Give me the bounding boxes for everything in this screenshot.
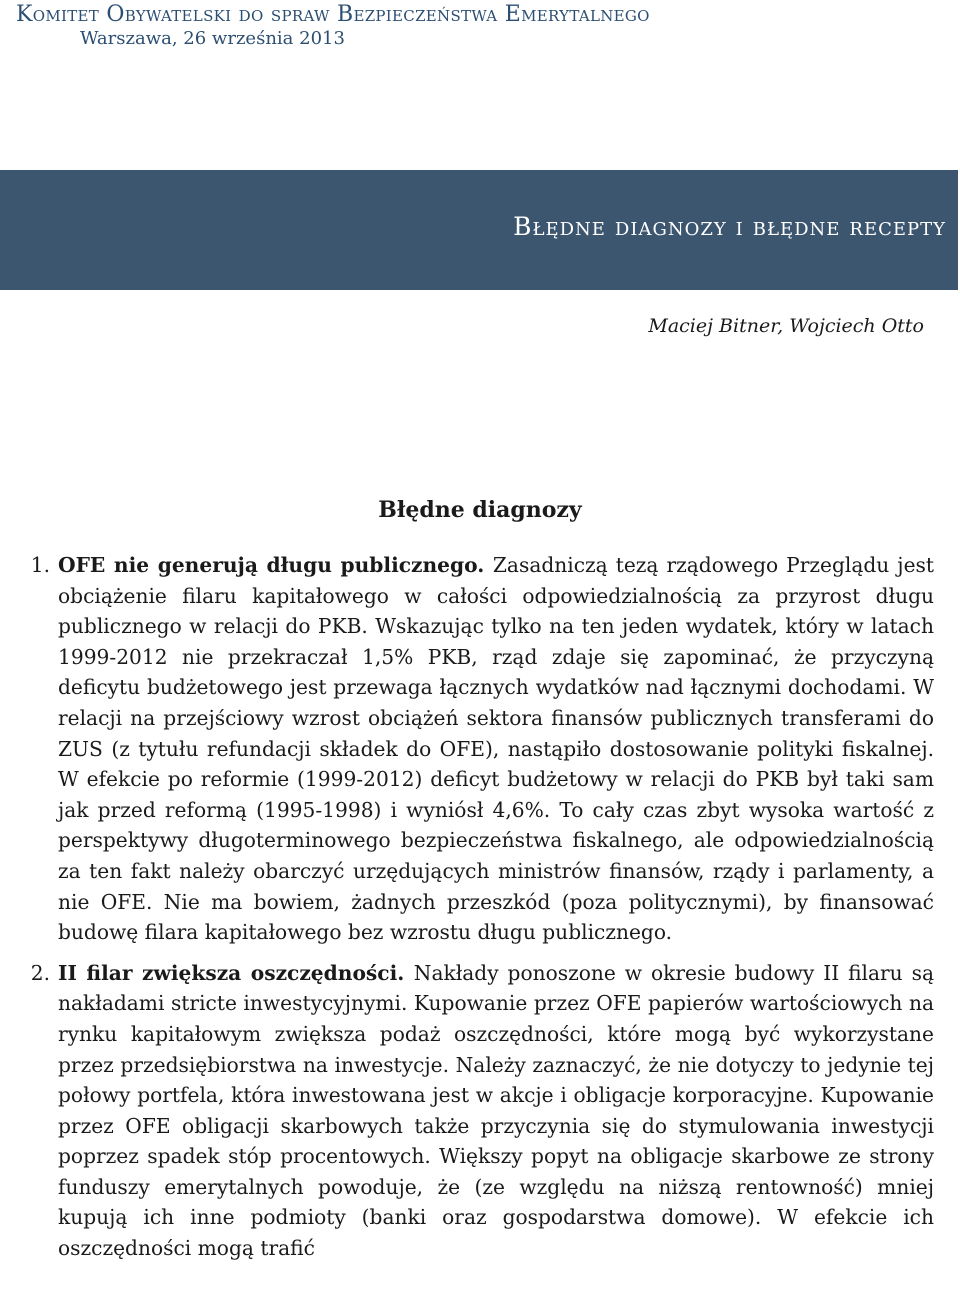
section-title: Błędne diagnozy	[378, 497, 582, 523]
item-body: Nakłady ponoszone w okresie budowy II filaru są nakładami stricte inwestycyjnymi. Kupowanie przez OFE papierów wartościowych na rynku kapitałowym zwiększa podaż oszczędności, które mogą być wykorzystane przez przedsiębiorstwa na inwestycje. Należy zaznaczyć, że nie dotyczy to jedynie tej połowy portfela, która inwestowana jest w akcje i obligacje korporacyjne. Kupowanie przez OFE obligacji skarbowych także przyczynia się do stymulowania inwestycji poprzez spadek stóp procentowych. Większy popyt na obligacje skarbowe ze strony funduszy emerytalnych powoduje, że (ze względu na niższą rentowność) mniej kupują ich inne podmioty (banki oraz gospodarstwa domowe). W efekcie ich oszczędności mogą trafić	[58, 960, 934, 1261]
diagnosis-list	[30, 550, 934, 1274]
document-title: Błędne diagnozy i błędne recepty	[513, 212, 946, 241]
item-body: Zasadniczą tezą rządowego Przeglądu jest obciążenie filaru kapitałowego w całości odpowiedzialnością za przyrost długu publicznego w relacji do PKB. Wskazując tylko na ten jeden wydatek, który w latach 1999-2012 nie przekraczał 1,5% PKB, rząd zdaje się zapominać, że przyczyną deficytu budżetowego jest przewaga łącznych wydatków nad łącznymi dochodami. W relacji na przejściowy wzrost obciążeń sektora finansów publicznych transferami do ZUS (z tytułu refundacji składek do OFE), nastąpiło dostosowanie polityki fiskalnej. W efekcie po reformie (1999-2012) deficyt budżetowy w relacji do PKB był taki sam jak przed reformą (1995-1998) i wyniósł 4,6%. To cały czas zbyt wysoka wartość z perspektywy długoterminowego bezpieczeństwa fiskalnego, ale odpowiedzialnością za ten fakt należy obarczyć urzędujących ministrów finansów, rządy i parlamenty, a nie OFE. Nie ma bowiem, żadnych przeszkód (poza politycznymi), by finansować budowę filara kapitałowego bez wzrostu długu publicznego.	[58, 553, 934, 945]
authors: Maciej Bitner, Wojciech Otto	[648, 315, 924, 337]
dateline: Warszawa, 26 września 2013	[80, 28, 345, 49]
organization-name: Komitet Obywatelski do spraw Bezpieczeństwa Emerytalnego	[16, 2, 650, 27]
list-item	[30, 958, 934, 1264]
item-number: 1.	[30, 553, 50, 577]
item-lead: OFE nie generują długu publicznego.	[58, 553, 493, 577]
item-lead: II filar zwiększa oszczędności.	[58, 960, 414, 985]
item-number: 2.	[30, 960, 50, 985]
list-item	[30, 550, 934, 948]
